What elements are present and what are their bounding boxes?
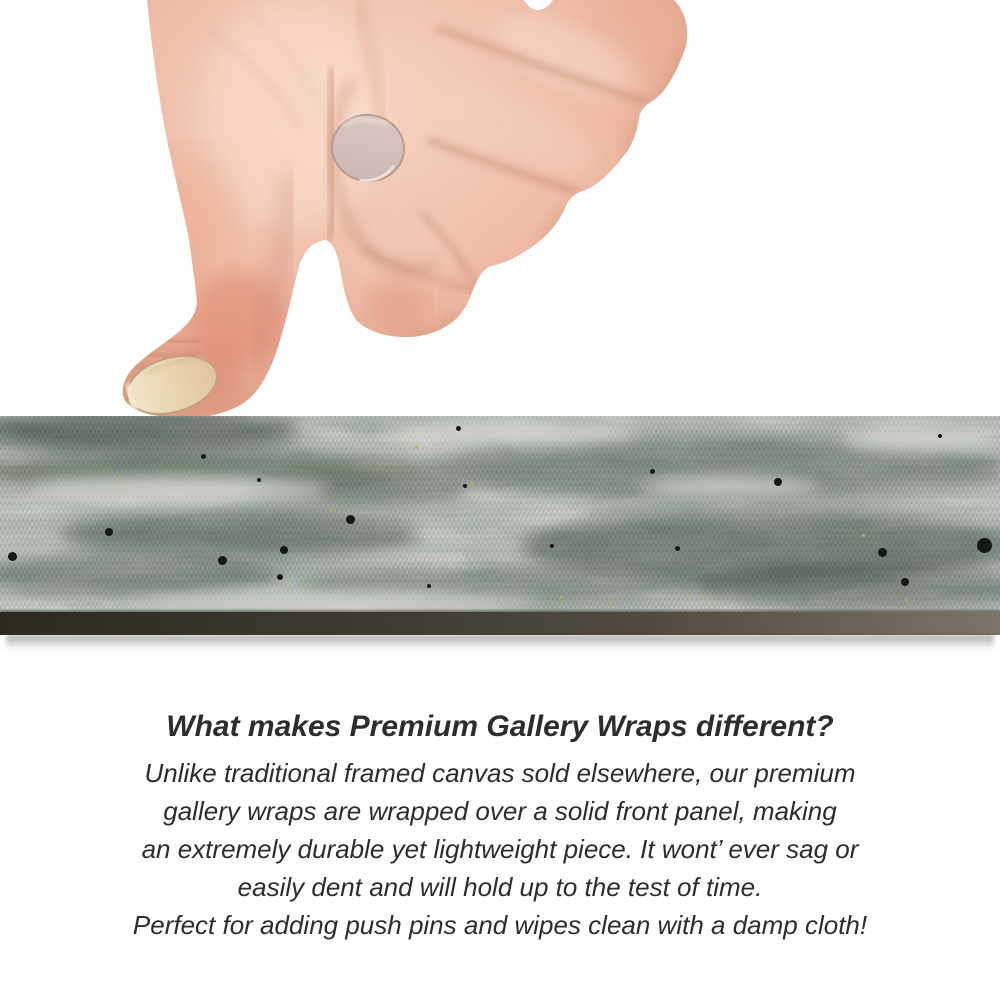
paint-streak bbox=[120, 592, 540, 612]
canvas-hole bbox=[550, 544, 554, 548]
canvas-hole bbox=[427, 584, 431, 588]
paint-streak bbox=[640, 476, 820, 496]
paint-streak bbox=[380, 422, 640, 444]
paint-speck bbox=[300, 584, 303, 587]
paint-speck bbox=[118, 478, 121, 481]
canvas-strip-photo bbox=[0, 416, 1000, 612]
canvas-drop-shadow bbox=[6, 635, 994, 650]
marketing-copy bbox=[0, 708, 1000, 944]
canvas-hole bbox=[901, 578, 909, 586]
canvas-hole bbox=[105, 528, 113, 536]
copy-line: Unlike traditional framed canvas sold elsewhere, our premium bbox=[144, 758, 856, 788]
paint-speck bbox=[700, 594, 703, 597]
canvas-hole bbox=[878, 548, 887, 557]
paint-speck bbox=[560, 596, 563, 599]
canvas-hole bbox=[463, 484, 467, 488]
canvas-hole bbox=[8, 552, 17, 561]
copy-line: gallery wraps are wrapped over a solid front panel, making bbox=[163, 796, 837, 826]
paint-speck bbox=[862, 534, 865, 537]
copy-line: easily dent and will hold up to the test of time. bbox=[237, 872, 763, 902]
canvas-hole bbox=[280, 546, 288, 554]
copy-line: Perfect for adding push pins and wipes clean with a damp cloth! bbox=[132, 910, 868, 940]
canvas-panel-side-edge bbox=[0, 612, 1000, 635]
canvas-hole bbox=[456, 426, 461, 431]
paint-speck bbox=[470, 482, 473, 485]
paint-speck bbox=[330, 508, 333, 511]
paint-streak bbox=[60, 511, 420, 557]
canvas-hole bbox=[277, 574, 283, 580]
hand-pressing-thumb-photo bbox=[0, 0, 720, 425]
canvas-hole bbox=[346, 515, 355, 524]
canvas-hole bbox=[650, 469, 655, 474]
canvas-hole bbox=[201, 454, 206, 459]
canvas-hole bbox=[938, 434, 942, 438]
paint-streak bbox=[30, 476, 330, 502]
paint-speck bbox=[905, 598, 908, 601]
canvas-hole bbox=[218, 556, 227, 565]
copy-line: an extremely durable yet lightweight piece. It wont’ ever sag or bbox=[141, 834, 859, 864]
canvas-hole bbox=[257, 478, 261, 482]
canvas-hole bbox=[774, 478, 782, 486]
copy-heading: What makes Premium Gallery Wraps different? bbox=[166, 710, 834, 743]
paint-speck bbox=[415, 446, 418, 449]
paint-streak bbox=[840, 426, 1000, 452]
paint-speck bbox=[610, 602, 613, 605]
canvas-hole bbox=[675, 546, 680, 551]
canvas-hole bbox=[977, 538, 992, 553]
